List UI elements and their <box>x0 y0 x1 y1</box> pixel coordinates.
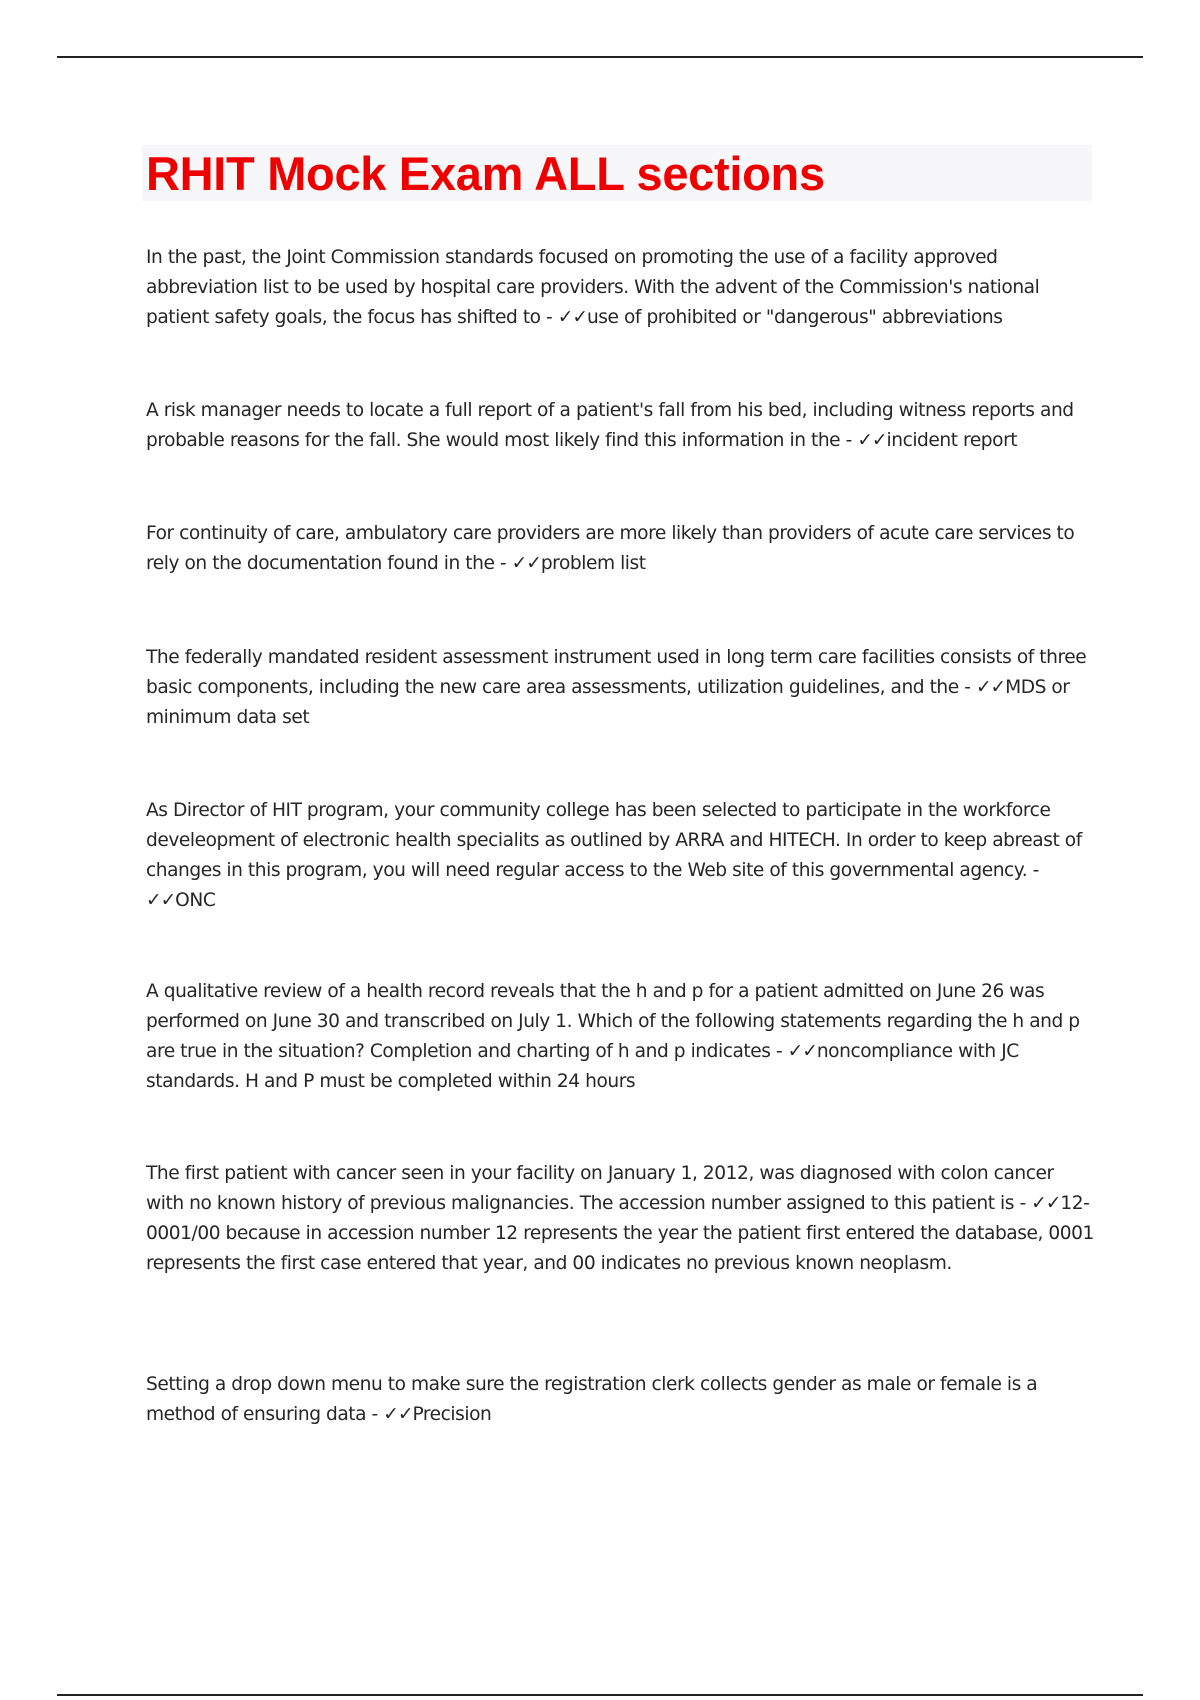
answer-text: problem list <box>540 553 646 574</box>
double-check-icon: ✓✓ <box>787 1041 817 1062</box>
qa-item-3 <box>146 519 1096 579</box>
qa-item-1 <box>146 243 1096 333</box>
question-text: For continuity of care, ambulatory care providers are more likely than providers of acute care services to rely on the documentation found in the - <box>146 523 1075 574</box>
double-check-icon: ✓✓ <box>146 890 176 911</box>
answer-text: Precision <box>412 1404 492 1425</box>
answer-text: incident report <box>886 430 1018 451</box>
bottom-rule <box>57 1694 1143 1696</box>
qa-item-2 <box>146 396 1096 456</box>
double-check-icon: ✓✓ <box>1031 1193 1061 1214</box>
question-text: In the past, the Joint Commission standards focused on promoting the use of a facility approved abbreviation list to be used by hospital care providers. With the advent of the Commission's national patient safety goals, the focus has shifted to - <box>146 247 1040 328</box>
double-check-icon: ✓✓ <box>557 307 587 328</box>
top-rule <box>57 56 1143 58</box>
double-check-icon: ✓✓ <box>383 1404 413 1425</box>
question-text: A qualitative review of a health record reveals that the h and p for a patient admitted on June 26 was performed on June 30 and transcribed on July 1. Which of the following statements regarding the h and p are true in the situation? Completion and charting of h and p indicates - <box>146 981 1080 1062</box>
question-text: The federally mandated resident assessment instrument used in long term care facilities consists of three basic components, including the new care area assessments, utilization guidelines, and the - <box>146 647 1087 698</box>
qa-item-4 <box>146 643 1096 733</box>
qa-item-8 <box>146 1370 1096 1430</box>
answer-text: 12-0001/00 because in accession number 12 represents the year the patient first entered the database, 0001 represents the first case entered that year, and 00 indicates no previous known neoplasm. <box>146 1193 1094 1274</box>
answer-text: use of prohibited or "dangerous" abbreviations <box>586 307 1003 328</box>
double-check-icon: ✓✓ <box>857 430 887 451</box>
answer-text: ONC <box>175 890 216 911</box>
qa-item-5 <box>146 796 1096 916</box>
qa-item-6 <box>146 977 1096 1097</box>
question-text: The first patient with cancer seen in your facility on January 1, 2012, was diagnosed with colon cancer with no known history of previous malignancies. The accession number assigned to this patient is - <box>146 1163 1054 1214</box>
double-check-icon: ✓✓ <box>511 553 541 574</box>
qa-item-7 <box>146 1159 1096 1279</box>
question-text: Setting a drop down menu to make sure the registration clerk collects gender as male or female is a method of ensuring data - <box>146 1374 1038 1425</box>
question-text: A risk manager needs to locate a full report of a patient's fall from his bed, including witness reports and probable reasons for the fall. She would most likely find this information in the - <box>146 400 1074 451</box>
document-title: RHIT Mock Exam ALL sections <box>146 147 825 200</box>
answer-text: noncompliance with JC standards. H and P must be completed within 24 hours <box>146 1041 1019 1092</box>
double-check-icon: ✓✓ <box>975 677 1006 698</box>
answer-text: MDS or minimum data set <box>146 677 1070 728</box>
question-text: As Director of HIT program, your community college has been selected to participate in the workforce develeopment of electronic health specialits as outlined by ARRA and HITECH. In order to keep abreast of changes in this program, you will need regular access to the Web site of this governmental agency. - <box>146 800 1082 881</box>
